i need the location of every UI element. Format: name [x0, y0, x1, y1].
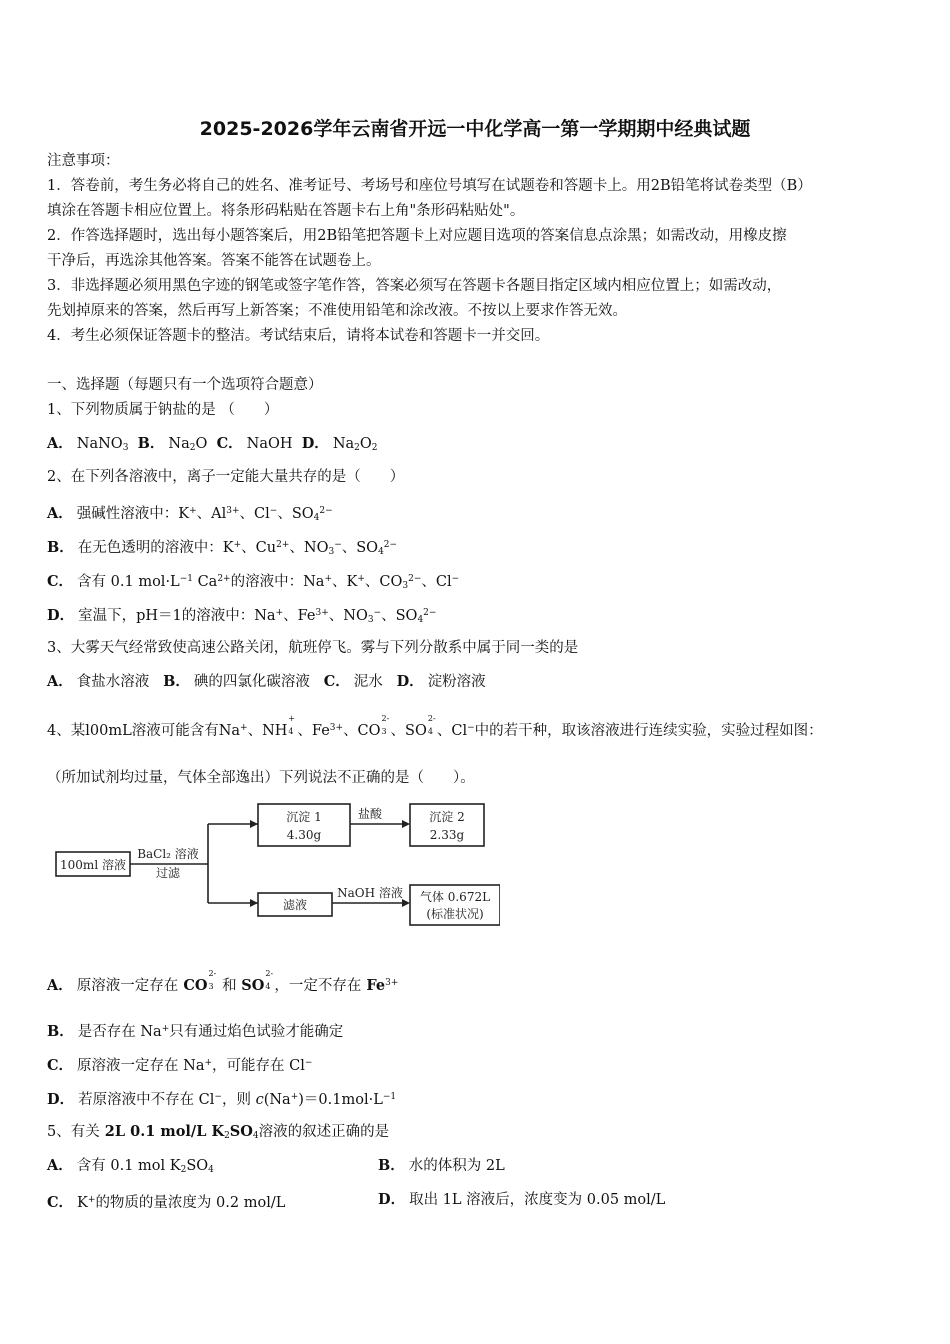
bacl2-label: BaCl₂ 溶液	[137, 847, 199, 861]
acid-label: 盐酸	[357, 807, 383, 821]
question-5-option-c: C． K+的物质的量浓度为 0.2 mol/L	[47, 1194, 286, 1211]
question-2-option-d: D． 室温下，pH＝1的溶液中：Na+、$Fe^{3+}$、$NO_3^-$、$SO_4^{2-}$	[47, 607, 437, 625]
filtrate-label: 滤液	[282, 898, 308, 912]
question-4-option-c: C． 原溶液一定存在 Na+，可能存在 Cl−	[47, 1057, 313, 1074]
page-title: 2025-2026学年云南省开远一中化学高一第一学期期中经典试题	[199, 118, 751, 140]
notice-line: 3．非选择题必须用黑色字迹的钢笔或签字笔作答，答案必须写在答题卡各题目指定区域内相应位置上；如需改动，	[47, 278, 782, 294]
filter-label: 过滤	[155, 866, 181, 880]
question-5-option-b: B． 水的体积为 2L	[378, 1157, 505, 1174]
question-1-stem: 1、下列物质属于钠盐的是 （ ）	[47, 402, 279, 418]
question-4-option-a: A． 原溶液一定存在 CO 2- 3 和 SO 2- 4 ，一定不存在 $Fe^{3+}$	[47, 969, 399, 994]
question-2-option-b: B． 在无色透明的溶液中：K+、$Cu^{2+}$、$NO_3^-$、$SO_4^{2-}$	[47, 539, 398, 557]
precipitate-1-label: 沉淀 1	[286, 810, 322, 824]
option-label: D．	[301, 435, 329, 452]
question-5-stem: 5、有关 2L 0.1 mol/L $K_2SO_4$溶液的叙述正确的是	[47, 1123, 390, 1141]
precipitate-2-label: 沉淀 2	[429, 810, 465, 824]
option-a: NaNO	[76, 436, 123, 452]
question-4-option-d: D． 若原溶液中不存在 Cl−，则 $c(Na^+)=0.1mol\cdot L^{-1}$	[47, 1091, 397, 1108]
notice-line: 先划掉原来的答案，然后再写上新答案；不准使用铅笔和涂改液。不按以上要求作答无效。	[47, 303, 627, 319]
option-c: NaOH	[246, 436, 293, 452]
option-a: 食盐水溶液	[76, 674, 150, 690]
question-1-options: A． NaNO$_3$ B． $Na_2O$ C． NaOH D． $Na_2O_2$	[47, 435, 378, 453]
question-4-option-b: B． 是否存在 Na+只有通过焰色试验才能确定	[47, 1023, 344, 1040]
precipitate-2-mass: 2.33g	[429, 828, 465, 842]
start-label: 100ml 溶液	[60, 858, 126, 872]
experiment-flow-diagram	[50, 797, 500, 937]
notice-heading: 注意事项：	[47, 153, 120, 169]
option-d: 淀粉溶液	[427, 674, 486, 690]
option-b: 碘的四氯化碳溶液	[193, 674, 310, 690]
stp-label: (标准状况)	[426, 907, 484, 921]
notice-line: 4．考生必须保证答题卡的整洁。考试结束后，请将本试卷和答题卡一并交回。	[47, 328, 550, 344]
question-2-option-a: A． 强碱性溶液中：K+、$Al^{3+}$、Cl−、$SO_4^{2-}$	[47, 505, 333, 523]
section-heading: 一、选择题（每题只有一个选项符合题意）	[47, 377, 323, 393]
question-3-options: A． 食盐水溶液 B． 碘的四氯化碳溶液 C． 泥水 D． 淀粉溶液	[47, 673, 486, 690]
option-label: C．	[216, 435, 243, 452]
option-label: A．	[47, 435, 73, 452]
question-3-stem: 3、大雾天气经常致使高速公路关闭，航班停飞。雾与下列分散系中属于同一类的是	[47, 640, 579, 656]
option-b: Na	[168, 436, 190, 452]
notice-line: 2．作答选择题时，选出每小题答案后，用2B铅笔把答题卡上对应题目选项的答案信息点涂黑；如需改动，用橡皮擦	[47, 228, 787, 244]
question-5-option-d: D． 取出 1L 溶液后，浓度变为 0.05 mol/L	[378, 1191, 666, 1208]
option-label: B．	[137, 435, 165, 452]
option-d: Na	[332, 436, 355, 452]
question-5-option-a: A． 含有 0.1 mol $K_2SO_4$	[47, 1157, 214, 1175]
notice-line: 填涂在答题卡相应位置上。将条形码粘贴在答题卡右上角"条形码粘贴处"。	[47, 203, 525, 219]
question-2-stem: 2、在下列各溶液中，离子一定能大量共存的是（ ）	[47, 469, 405, 485]
question-4-stem: 4、某l00mL溶液可能含有Na+、NH + 4 、$Fe^{3+}$、CO 2- 3 、SO 2- 4 、Cl−中的若干种，取该溶液进行连续实验，实验过程如图：	[47, 714, 823, 739]
gas-label: 气体 0.672L	[419, 890, 491, 904]
option-c: 泥水	[353, 674, 383, 690]
notice-line: 1．答卷前，考生务必将自己的姓名、准考证号、考场号和座位号填写在试题卷和答题卡上。用2B铅笔将试卷类型（B）	[47, 178, 812, 194]
precipitate-1-mass: 4.30g	[286, 828, 322, 842]
naoh-label: NaOH 溶液	[337, 886, 403, 900]
notice-line: 干净后，再选涂其他答案。答案不能答在试题卷上。	[47, 253, 381, 269]
question-2-option-c: C． 含有 0.1 $mol\cdot L^{-1}$ $Ca^{2+}$的溶液中：Na+、K+、$CO_3^{2-}$、Cl−	[47, 573, 460, 591]
question-4-stem-2: （所加试剂均过量，气体全部逸出）下列说法不正确的是（ ）。	[47, 770, 475, 786]
